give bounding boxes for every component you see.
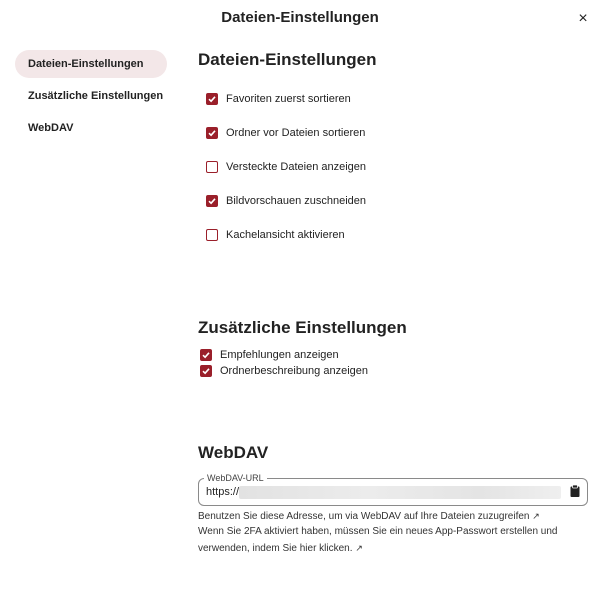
checkbox-unchecked[interactable] — [206, 161, 218, 173]
webdav-help-text: Benutzen Sie diese Adresse, um via WebDAV auf Ihre Dateien zuzugreifen — [198, 511, 530, 522]
option-label: Ordnerbeschreibung anzeigen — [220, 365, 368, 377]
app-password-text: verwenden, indem Sie hier klicken. — [198, 543, 353, 554]
option-show-recommendations[interactable] — [200, 349, 339, 361]
option-folders-first[interactable] — [206, 127, 365, 139]
twofa-help-text: Wenn Sie 2FA aktiviert haben, müssen Sie ein neues App-Passwort erstellen und — [198, 526, 558, 537]
settings-sidebar — [15, 50, 167, 146]
sidebar-item-additional-settings[interactable]: Zusätzliche Einstellungen — [28, 90, 164, 102]
additional-settings-heading: Zusätzliche Einstellungen — [198, 318, 407, 337]
clipboard-icon — [568, 484, 582, 498]
checkbox-checked[interactable] — [206, 195, 218, 207]
checkbox-checked[interactable] — [206, 127, 218, 139]
checkbox-checked[interactable] — [200, 349, 212, 361]
option-show-folder-description[interactable] — [200, 365, 368, 377]
option-favorites-first[interactable] — [206, 93, 351, 105]
checkbox-checked[interactable] — [206, 93, 218, 105]
sidebar-item-files-settings[interactable]: Dateien-Einstellungen — [15, 50, 167, 78]
external-link-icon: ↗ — [355, 543, 363, 553]
copy-url-button[interactable] — [567, 484, 583, 500]
option-label: Favoriten zuerst sortieren — [226, 93, 351, 105]
checkmark-icon — [208, 95, 216, 103]
webdav-help-link[interactable] — [198, 508, 540, 525]
app-password-link[interactable] — [198, 540, 363, 557]
close-icon: × — [578, 10, 588, 27]
sidebar-item-webdav[interactable]: WebDAV — [28, 122, 74, 134]
files-settings-heading: Dateien-Einstellungen — [198, 50, 377, 69]
option-label: Ordner vor Dateien sortieren — [226, 127, 366, 139]
checkbox-unchecked[interactable] — [206, 229, 218, 241]
webdav-url-field[interactable] — [198, 473, 588, 506]
webdav-heading: WebDAV — [198, 443, 269, 462]
checkmark-icon — [202, 367, 210, 375]
option-crop-previews[interactable] — [206, 195, 366, 207]
dialog-title: Dateien-Einstellungen — [221, 9, 379, 26]
checkmark-icon — [208, 197, 216, 205]
settings-content — [198, 0, 593, 605]
option-label: Empfehlungen anzeigen — [220, 349, 339, 361]
option-grid-view[interactable] — [206, 229, 345, 241]
webdav-url-value[interactable]: https:// — [206, 486, 240, 498]
redacted-url-blur — [239, 486, 561, 499]
external-link-icon: ↗ — [532, 511, 540, 521]
option-label: Kachelansicht aktivieren — [226, 229, 345, 241]
option-label: Versteckte Dateien anzeigen — [226, 161, 367, 173]
checkmark-icon — [208, 129, 216, 137]
option-label: Bildvorschauen zuschneiden — [226, 195, 367, 207]
checkbox-checked[interactable] — [200, 365, 212, 377]
option-show-hidden-files[interactable] — [206, 161, 366, 173]
checkmark-icon — [202, 351, 210, 359]
webdav-url-label: WebDAV-URL — [204, 472, 267, 484]
